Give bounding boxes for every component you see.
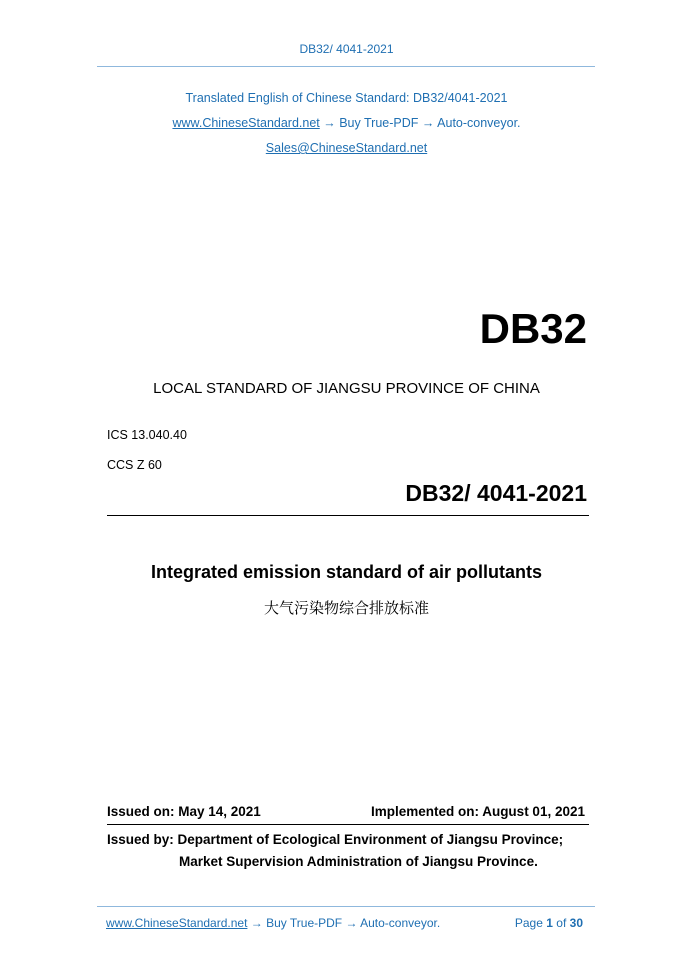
page-label: Page xyxy=(514,916,543,930)
issued-by-line1: Issued by: Department of Ecological Environment of Jiangsu Province; xyxy=(107,832,564,847)
footer-divider xyxy=(97,906,595,907)
footer-buy-text: → Buy True-PDF → Auto-conveyor. xyxy=(247,916,441,930)
buy-line xyxy=(0,116,693,130)
header-divider xyxy=(97,66,595,67)
website-link[interactable]: www.ChineseStandard.net xyxy=(172,116,320,130)
dates-divider xyxy=(107,824,589,825)
issued-by-line2: Market Supervision Administration of Jiangsu Province. xyxy=(179,854,538,869)
page-of: of xyxy=(556,916,567,930)
buy-text: → Buy True-PDF → Auto-conveyor. xyxy=(319,116,521,130)
email-link[interactable]: Sales@ChineseStandard.net xyxy=(265,141,428,155)
issuing-authority: LOCAL STANDARD OF JIANGSU PROVINCE OF CHINA xyxy=(153,380,540,397)
document-title-en: Integrated emission standard of air pollutants xyxy=(150,562,543,582)
footer-website-link[interactable]: www.ChineseStandard.net xyxy=(106,916,248,930)
standard-number: DB32/ 4041-2021 xyxy=(405,480,587,506)
standard-code: DB32 xyxy=(479,305,587,352)
ics-code: ICS 13.040.40 xyxy=(107,428,187,442)
page-indicator xyxy=(515,916,583,930)
page-total: 30 xyxy=(569,916,583,930)
issued-date: Issued on: May 14, 2021 xyxy=(107,804,261,819)
translation-notice: Translated English of Chinese Standard: DB32/4041-2021 xyxy=(185,91,508,105)
running-header: DB32/ 4041-2021 xyxy=(299,42,394,56)
email-line xyxy=(0,141,693,155)
ccs-code: CCS Z 60 xyxy=(107,458,162,472)
document-title-zh: 大气污染物综合排放标准 xyxy=(263,599,429,617)
implemented-date: Implemented on: August 01, 2021 xyxy=(370,804,585,819)
page-current: 1 xyxy=(546,916,553,930)
footer-buy-line xyxy=(106,916,440,930)
title-divider xyxy=(107,515,589,516)
